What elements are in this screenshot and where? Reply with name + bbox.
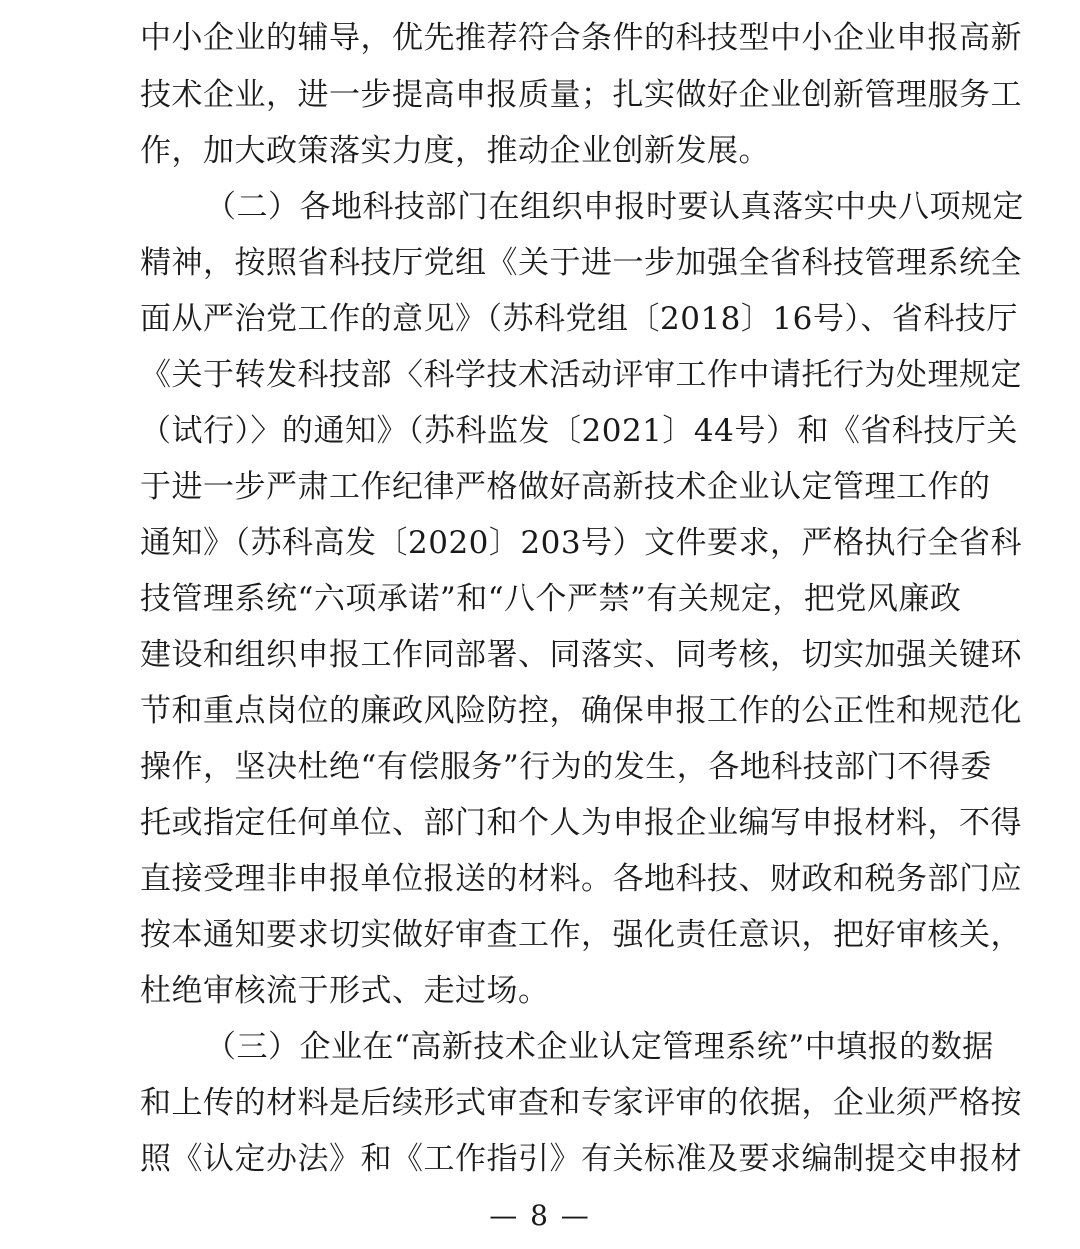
paragraph-line-8: （试行）〉的通知》（苏科监发〔2021〕44号）和《省科技厅关 [140,413,1018,449]
section-two-heading-line: （二）各地科技部门在组织申报时要认真落实中央八项规定 [205,189,1024,225]
paragraph-line-21: 照《认定办法》和《工作指引》有关标准及要求编制提交申报材 [140,1141,1022,1177]
paragraph-line-9: 于进一步严肃工作纪律严格做好高新技术企业认定管理工作的 [140,469,991,505]
paragraph-line-5: 精神，按照省科技厅党组《关于进一步加强全省科技管理系统全 [140,245,1022,281]
paragraph-line-1: 中小企业的辅导，优先推荐符合条件的科技型中小企业申报高新 [140,20,1022,56]
paragraph-line-3: 作，加大政策落实力度，推动企业创新发展。 [140,133,770,169]
paragraph-line-6: 面从严治党工作的意见》（苏科党组〔2018〕16号）、省科技厅 [140,301,1018,337]
paragraph-line-11: 技管理系统“六项承诺”和“八个严禁”有关规定，把党风廉政 [140,581,962,617]
paragraph-line-14: 操作，坚决杜绝“有偿服务”行为的发生，各地科技部门不得委 [140,749,992,785]
paragraph-line-17: 按本通知要求切实做好审查工作，强化责任意识，把好审核关， [140,917,1022,953]
paragraph-line-13: 节和重点岗位的廉政风险防控，确保申报工作的公正性和规范化 [140,693,1022,729]
paragraph-line-2: 技术企业，进一步提高申报质量；扎实做好企业创新管理服务工 [140,77,1022,113]
page-number: — 8 — [489,1199,591,1232]
paragraph-line-18: 杜绝审核流于形式、走过场。 [140,973,550,1009]
paragraph-line-16: 直接受理非申报单位报送的材料。各地科技、财政和税务部门应 [140,861,1022,897]
paragraph-line-10: 通知》（苏科高发〔2020〕203号）文件要求，严格执行全省科 [140,525,1023,561]
paragraph-line-20: 和上传的材料是后续形式审查和专家评审的依据，企业须严格按 [140,1085,1022,1121]
paragraph-line-15: 托或指定任何单位、部门和个人为申报企业编写申报材料，不得 [140,805,1022,841]
paragraph-line-12: 建设和组织申报工作同部署、同落实、同考核，切实加强关键环 [140,637,1022,673]
section-three-heading-line: （三）企业在“高新技术企业认定管理系统”中填报的数据 [205,1029,994,1065]
paragraph-line-7: 《关于转发科技部〈科学技术活动评审工作中请托行为处理规定 [140,357,1022,393]
